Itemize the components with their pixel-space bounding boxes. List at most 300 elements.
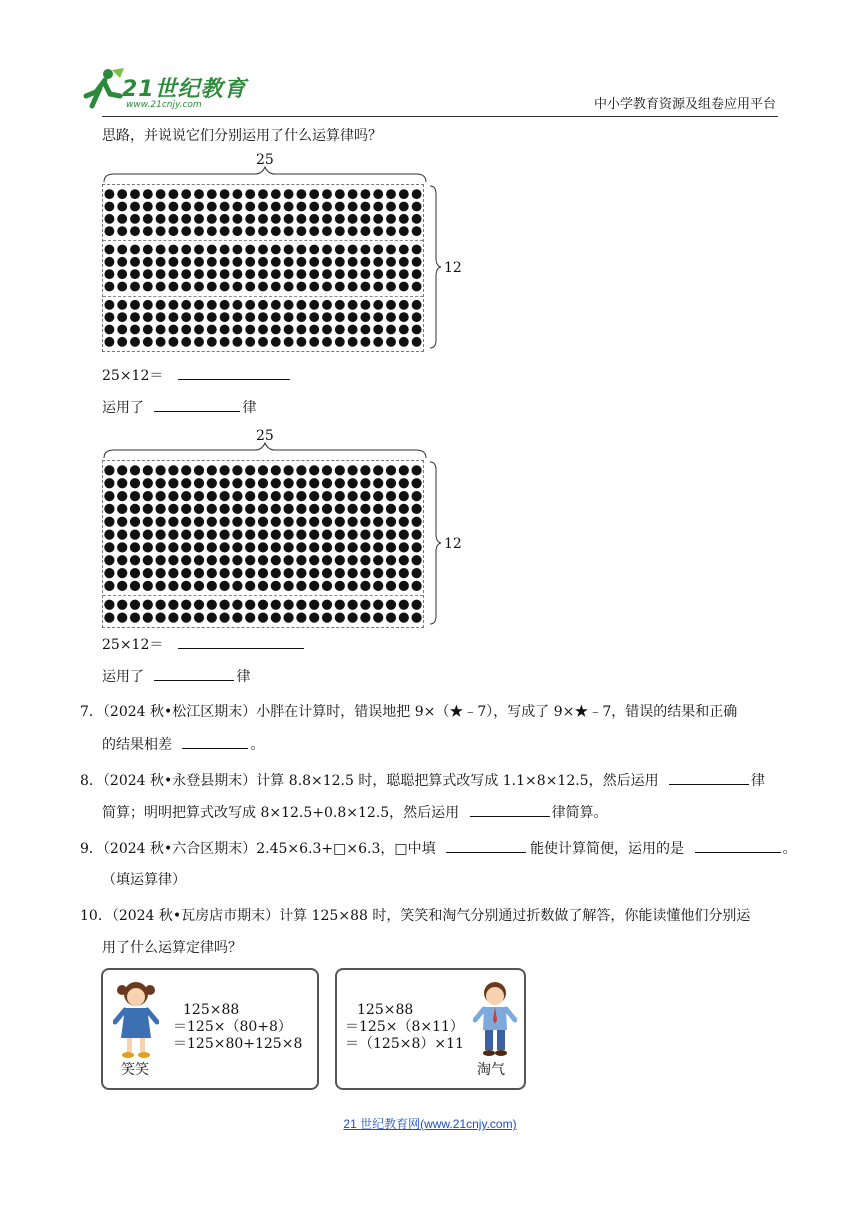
- dot: [104, 612, 114, 622]
- dot: [399, 202, 409, 212]
- taoqi-card: [335, 968, 526, 1090]
- dot: [373, 325, 383, 335]
- dot: [117, 517, 127, 527]
- girl-icon: [113, 978, 159, 1060]
- dot: [194, 504, 204, 514]
- dot: [309, 529, 319, 539]
- dot: [283, 517, 293, 527]
- dot: [219, 517, 229, 527]
- dot: [411, 491, 421, 501]
- dot: [156, 337, 166, 347]
- dot: [168, 568, 178, 578]
- dot: [168, 337, 178, 347]
- dot: [373, 282, 383, 292]
- dot: [181, 202, 191, 212]
- q8-blank-1[interactable]: [669, 770, 749, 785]
- dot: [156, 282, 166, 292]
- dot: [194, 282, 204, 292]
- dot: [207, 612, 217, 622]
- dot: [258, 555, 268, 565]
- dot: [412, 214, 422, 224]
- dot: [207, 504, 217, 514]
- q10-text-1: （2024 秋•瓦房店市期末）计算 125×88 时，笑笑和淘气分别通过折数做了解答，你能读懂他们分别运: [111, 908, 751, 924]
- xiaoxiao-step-1: 125×88: [183, 1002, 240, 1018]
- top-label-2: 25: [256, 428, 274, 444]
- dot: [168, 282, 178, 292]
- dot: [309, 504, 319, 514]
- dot: [181, 491, 191, 501]
- dot: [386, 269, 396, 279]
- dot: [117, 465, 127, 475]
- dot: [168, 214, 178, 224]
- dot: [194, 568, 204, 578]
- dot-figure-1: [100, 150, 470, 360]
- dot: [296, 300, 306, 310]
- dot: [283, 600, 293, 610]
- dot: [232, 337, 242, 347]
- law-1-suffix: 律: [242, 400, 257, 416]
- dot: [373, 245, 383, 255]
- dot: [347, 529, 357, 539]
- dot: [284, 245, 294, 255]
- dot: [347, 568, 357, 578]
- dot: [232, 612, 242, 622]
- dot: [181, 245, 191, 255]
- dot: [284, 282, 294, 292]
- dot: [296, 581, 306, 591]
- q6-law-1: [102, 397, 256, 418]
- dot: [335, 465, 345, 475]
- dot: [347, 612, 357, 622]
- dot: [156, 300, 166, 310]
- dot: [271, 257, 281, 267]
- dot: [386, 202, 396, 212]
- dot: [130, 504, 140, 514]
- dot: [309, 300, 319, 310]
- dot: [399, 214, 409, 224]
- dot: [181, 612, 191, 622]
- dot: [258, 189, 268, 199]
- dot: [156, 325, 166, 335]
- dot: [335, 202, 345, 212]
- band-separator: [103, 296, 423, 297]
- dot: [181, 542, 191, 552]
- dot: [258, 214, 268, 224]
- dot: [347, 478, 357, 488]
- dot: [220, 257, 230, 267]
- dot: [373, 568, 383, 578]
- q7-text-1: （2024 秋•松江区期末）小胖在计算时，错误地把 9×（★﹣7），写成了 9×★﹣7，错误的结果和正确: [102, 704, 738, 720]
- dot: [156, 312, 166, 322]
- dot: [309, 517, 319, 527]
- dot: [130, 269, 140, 279]
- dot: [181, 312, 191, 322]
- dot: [168, 245, 178, 255]
- dot: [232, 478, 242, 488]
- dot: [143, 600, 153, 610]
- dot: [130, 612, 140, 622]
- dot: [194, 542, 204, 552]
- dot: [143, 257, 153, 267]
- dot: [104, 202, 114, 212]
- dot: [245, 269, 255, 279]
- dot: [117, 189, 127, 199]
- dot: [104, 478, 114, 488]
- dot: [296, 612, 306, 622]
- q7-line-1: [80, 702, 737, 722]
- dot-figure-2: [100, 426, 470, 636]
- dot: [386, 529, 396, 539]
- dot: [219, 581, 229, 591]
- dot: [143, 337, 153, 347]
- dot-grid-2: [102, 460, 424, 628]
- dot: [168, 226, 178, 236]
- dot: [219, 600, 229, 610]
- law-2-suffix: 律: [236, 669, 251, 685]
- dot: [399, 269, 409, 279]
- dot: [309, 542, 319, 552]
- dot: [399, 300, 409, 310]
- dot: [156, 226, 166, 236]
- law-blank-1[interactable]: [154, 397, 240, 412]
- dot: [207, 282, 217, 292]
- dot: [258, 269, 268, 279]
- dot: [258, 312, 268, 322]
- dot: [232, 325, 242, 335]
- dot: [386, 478, 396, 488]
- dot: [104, 245, 114, 255]
- dot: [168, 189, 178, 199]
- dot: [348, 226, 358, 236]
- dot: [181, 257, 191, 267]
- dot: [271, 325, 281, 335]
- dot: [245, 465, 255, 475]
- q9-number: 9．: [80, 841, 103, 857]
- dot: [271, 312, 281, 322]
- dot: [220, 189, 230, 199]
- dot: [309, 202, 319, 212]
- dot: [411, 555, 421, 565]
- dot: [322, 312, 332, 322]
- dot: [219, 555, 229, 565]
- dot: [245, 504, 255, 514]
- dot: [322, 269, 332, 279]
- dot: [130, 568, 140, 578]
- dot: [194, 491, 204, 501]
- dot: [360, 491, 370, 501]
- dot: [258, 325, 268, 335]
- dot: [143, 226, 153, 236]
- dot: [143, 245, 153, 255]
- dot: [143, 529, 153, 539]
- dot: [181, 504, 191, 514]
- dot: [399, 337, 409, 347]
- dot: [283, 529, 293, 539]
- dot: [130, 257, 140, 267]
- dot: [207, 478, 217, 488]
- dot: [104, 581, 114, 591]
- platform-name: 中小学教育资源及组卷应用平台: [593, 97, 776, 112]
- dot: [117, 282, 127, 292]
- dot: [207, 245, 217, 255]
- dot: [284, 312, 294, 322]
- q6-intro: 思路，并说说它们分别运用了什么运算律吗？: [102, 128, 382, 144]
- dot: [245, 300, 255, 310]
- equation-1-text: 25×12＝: [102, 368, 164, 384]
- dot: [181, 226, 191, 236]
- dot: [373, 612, 383, 622]
- dot: [271, 517, 281, 527]
- dot: [360, 568, 370, 578]
- q8-text-1-end: 律: [751, 773, 766, 789]
- dot: [104, 491, 114, 501]
- dot: [219, 465, 229, 475]
- dot: [411, 478, 421, 488]
- footer-link[interactable]: 21 世纪教育网(www.21cnjy.com): [343, 1117, 517, 1131]
- dot: [271, 612, 281, 622]
- dot: [399, 325, 409, 335]
- dot: [258, 491, 268, 501]
- dot: [271, 542, 281, 552]
- dot: [194, 269, 204, 279]
- dot: [232, 282, 242, 292]
- dot: [386, 491, 396, 501]
- dot: [348, 214, 358, 224]
- dot: [207, 312, 217, 322]
- law-blank-2[interactable]: [154, 666, 234, 681]
- dot: [271, 269, 281, 279]
- dot: [322, 300, 332, 310]
- dot: [232, 465, 242, 475]
- dot: [219, 504, 229, 514]
- dot: [258, 300, 268, 310]
- dot: [258, 517, 268, 527]
- dot: [283, 568, 293, 578]
- dot: [283, 465, 293, 475]
- q9-blank-1[interactable]: [446, 838, 526, 853]
- dot: [360, 202, 370, 212]
- dot: [104, 568, 114, 578]
- dot: [335, 269, 345, 279]
- dot: [271, 300, 281, 310]
- q9-blank-2[interactable]: [695, 838, 781, 853]
- dot: [399, 529, 409, 539]
- q9-text-end: 。: [782, 841, 797, 857]
- dot: [373, 542, 383, 552]
- dot: [207, 325, 217, 335]
- dot: [284, 300, 294, 310]
- dot: [309, 568, 319, 578]
- dot: [181, 282, 191, 292]
- dot: [322, 542, 332, 552]
- dot: [194, 245, 204, 255]
- dot: [335, 478, 345, 488]
- dot: [399, 568, 409, 578]
- q10-line-1: [80, 906, 750, 926]
- dot: [104, 337, 114, 347]
- dot: [348, 257, 358, 267]
- dot: [386, 214, 396, 224]
- dot: [117, 478, 127, 488]
- dot: [386, 189, 396, 199]
- dot: [130, 581, 140, 591]
- dot: [309, 581, 319, 591]
- dot: [207, 491, 217, 501]
- dot: [411, 465, 421, 475]
- dot: [207, 257, 217, 267]
- dot: [386, 300, 396, 310]
- dot: [271, 555, 281, 565]
- dot: [168, 325, 178, 335]
- dot: [271, 282, 281, 292]
- dot: [309, 478, 319, 488]
- dot: [373, 555, 383, 565]
- dot: [360, 269, 370, 279]
- dot: [411, 600, 421, 610]
- dot: [181, 269, 191, 279]
- dot: [348, 337, 358, 347]
- dot: [373, 478, 383, 488]
- dot: [348, 325, 358, 335]
- dot: [296, 202, 306, 212]
- dot: [207, 568, 217, 578]
- dot: [348, 202, 358, 212]
- dot: [194, 257, 204, 267]
- dot: [348, 312, 358, 322]
- dot: [296, 282, 306, 292]
- dot: [155, 612, 165, 622]
- dot: [296, 478, 306, 488]
- dot: [296, 214, 306, 224]
- dot: [412, 189, 422, 199]
- dot: [232, 491, 242, 501]
- dot: [245, 612, 255, 622]
- dot: [373, 517, 383, 527]
- dot: [335, 337, 345, 347]
- dot: [181, 600, 191, 610]
- dot: [412, 202, 422, 212]
- dot: [412, 257, 422, 267]
- dot: [232, 300, 242, 310]
- dot: [194, 600, 204, 610]
- dot: [130, 189, 140, 199]
- dot: [348, 245, 358, 255]
- dot: [271, 581, 281, 591]
- dot: [296, 465, 306, 475]
- dot: [220, 214, 230, 224]
- dot: [168, 269, 178, 279]
- dot: [117, 202, 127, 212]
- q9-text-mid: 能使计算简便，运用的是: [530, 841, 685, 857]
- dot: [335, 312, 345, 322]
- dot: [271, 478, 281, 488]
- dot: [258, 465, 268, 475]
- dot: [156, 269, 166, 279]
- dot: [117, 337, 127, 347]
- dot: [335, 300, 345, 310]
- dot: [399, 478, 409, 488]
- q8-number: 8．: [80, 773, 103, 789]
- answer-blank-2[interactable]: [178, 634, 304, 649]
- dot: [335, 555, 345, 565]
- dot: [168, 257, 178, 267]
- dot: [207, 600, 217, 610]
- q7-line-2: [102, 734, 264, 755]
- q9-text-1: （2024 秋•六合区期末）2.45×6.3+□×6.3，□中填: [102, 841, 436, 857]
- dot: [411, 612, 421, 622]
- dot: [296, 600, 306, 610]
- dot: [258, 600, 268, 610]
- dot: [411, 529, 421, 539]
- dot: [219, 478, 229, 488]
- dot: [322, 465, 332, 475]
- dot: [399, 245, 409, 255]
- dot: [309, 189, 319, 199]
- dot: [117, 245, 127, 255]
- dot: [155, 542, 165, 552]
- q6-law-2: [102, 666, 250, 687]
- dot: [373, 257, 383, 267]
- dot: [412, 245, 422, 255]
- dot: [181, 465, 191, 475]
- dot: [271, 245, 281, 255]
- dot: [360, 504, 370, 514]
- dot: [143, 581, 153, 591]
- q8-blank-2[interactable]: [470, 802, 550, 817]
- dot: [335, 517, 345, 527]
- dot: [207, 542, 217, 552]
- dot: [335, 612, 345, 622]
- q7-blank[interactable]: [182, 734, 248, 749]
- dot: [130, 226, 140, 236]
- dot: [283, 612, 293, 622]
- dot: [386, 600, 396, 610]
- dot: [194, 478, 204, 488]
- xiaoxiao-card: [101, 968, 319, 1090]
- law-1-prefix: 运用了: [102, 400, 144, 416]
- dot: [168, 491, 178, 501]
- dot: [335, 491, 345, 501]
- dot: [207, 226, 217, 236]
- q8-line-2: [102, 802, 608, 823]
- dot: [194, 555, 204, 565]
- dot: [245, 478, 255, 488]
- taoqi-step-2: ＝125×（8×11）: [345, 1019, 464, 1035]
- dot: [386, 568, 396, 578]
- dot: [219, 491, 229, 501]
- dot: [245, 529, 255, 539]
- dot: [360, 257, 370, 267]
- dot: [194, 226, 204, 236]
- dot: [360, 325, 370, 335]
- dot: [194, 300, 204, 310]
- dot: [155, 568, 165, 578]
- answer-blank-1[interactable]: [178, 365, 290, 380]
- dot: [373, 581, 383, 591]
- dot: [373, 600, 383, 610]
- dot: [373, 504, 383, 514]
- dot: [411, 542, 421, 552]
- dot: [258, 226, 268, 236]
- dot: [143, 269, 153, 279]
- band-separator: [103, 595, 423, 596]
- dot: [117, 529, 127, 539]
- dot: [335, 226, 345, 236]
- dot: [220, 202, 230, 212]
- law-2-prefix: 运用了: [102, 669, 144, 685]
- dot: [130, 555, 140, 565]
- dot: [360, 300, 370, 310]
